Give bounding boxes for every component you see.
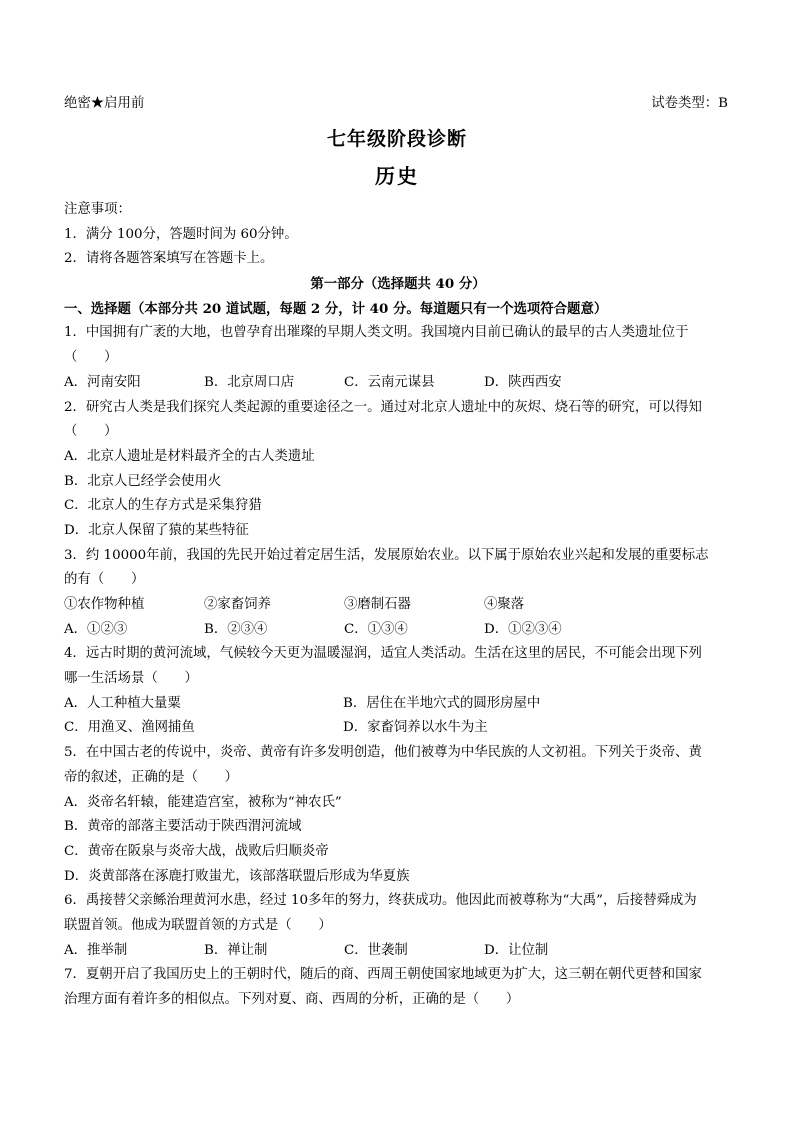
question-items xyxy=(64,593,732,618)
exam-title: 七年级阶段诊断 xyxy=(326,128,467,150)
option-b: B．居住在半地穴式的圆形房屋中 xyxy=(343,695,541,711)
question-options xyxy=(64,618,732,643)
paper-type-label: 试卷类型：B xyxy=(651,96,728,111)
section-title: 一、选择题（本部分共 20 道试题，每题 2 分，计 40 分。每道题只有一个选项符合题意） xyxy=(64,300,608,317)
question-stem-continued: 的有（ ） xyxy=(64,572,145,588)
question-stem-continued: 哪一生活场景（ ） xyxy=(64,671,198,687)
option-a: A．炎帝名轩辕，能建造宫室，被称为“神农氏” xyxy=(64,794,342,810)
option-c: C．黄帝在阪泉与炎帝大战，战败后归顺炎帝 xyxy=(64,843,329,859)
note-item: 2．请将各题答案填写在答题卡上。 xyxy=(64,251,274,267)
option-a: A．河南安阳 xyxy=(64,374,141,390)
question-stem: 3．约 10000年前，我国的先民开始过着定居生活，发展原始农业。以下属于原始农业兴起和发展的重要标志 xyxy=(64,547,709,563)
option-d: D．陕西西安 xyxy=(484,374,562,390)
option-b: B．北京人已经学会使用火 xyxy=(64,473,222,489)
question-options xyxy=(64,692,732,717)
question-options xyxy=(64,939,732,964)
option-d: D．北京人保留了猿的某些特征 xyxy=(64,522,249,538)
note-item: 1．满分 100分，答题时间为 60分钟。 xyxy=(64,226,298,242)
question-stem: 7．夏朝开启了我国历史上的王朝时代，随后的商、西周王朝使国家地域更为扩大，这三朝在朝代更替和国家 xyxy=(64,967,702,983)
question-stem-continued: 联盟首领。他成为联盟首领的方式是（ ） xyxy=(64,917,332,933)
answer-paren: （ ） xyxy=(64,424,118,440)
option-d: D．炎黄部落在涿鹿打败蚩尤，该部落联盟后形成为华夏族 xyxy=(64,868,410,884)
option-c: C．世袭制 xyxy=(344,942,408,958)
option-c: C．云南元谋县 xyxy=(344,374,435,390)
option-a: A．推举制 xyxy=(64,942,128,958)
subject-title: 历史 xyxy=(375,164,419,188)
question-stem-continued: 治理方面有着许多的相似点。下列对夏、商、西周的分析，正确的是（ ） xyxy=(64,992,520,1007)
question-stem: 1．中国拥有广袤的大地，也曾孕育出璀璨的早期人类文明。我国境内目前已确认的最早的古人类遗址位于 xyxy=(64,325,689,341)
option-a: A．北京人遗址是材料最齐全的古人类遗址 xyxy=(64,448,315,464)
question-stem: 6．禹接替父亲鲧治理黄河水患，经过 10多年的努力，终获成功。他因此而被尊称为“大禹”，后接替舜成为 xyxy=(64,893,697,909)
item-2: ②家畜饲养 xyxy=(204,597,271,612)
page-header xyxy=(64,92,728,110)
option-b: B．北京周口店 xyxy=(204,374,295,390)
option-d: D．①②③④ xyxy=(484,621,562,637)
question-stem: 4．远古时期的黄河流域，气候较今天更为温暖湿润，适宜人类活动。生活在这里的居民，不可能会出现下列 xyxy=(64,646,702,662)
option-c: C．用渔叉、渔网捕鱼 xyxy=(64,720,195,736)
question-options xyxy=(64,371,732,396)
option-b: B．禅让制 xyxy=(204,942,268,958)
question-stem-continued: 帝的叙述，正确的是（ ） xyxy=(64,769,239,785)
confidential-label: 绝密★启用前 xyxy=(64,96,145,111)
option-d: D．让位制 xyxy=(484,942,549,958)
option-c: C．①③④ xyxy=(344,621,408,637)
question-stem: 2．研究古人类是我们探究人类起源的重要途径之一。通过对北京人遗址中的灰烬、烧石等的研究，可以得知 xyxy=(64,399,702,415)
option-c: C．北京人的生存方式是采集狩猎 xyxy=(64,498,262,514)
answer-paren: （ ） xyxy=(64,350,118,366)
option-a: A．①②③ xyxy=(64,621,128,637)
question-options xyxy=(64,716,732,741)
question-stem: 5．在中国古老的传说中，炎帝、黄帝有许多发明创造，他们被尊为中华民族的人文初祖。下列关于炎帝、黄 xyxy=(64,745,702,761)
part-title: 第一部分（选择题共 40 分） xyxy=(310,276,486,293)
item-3: ③磨制石器 xyxy=(344,597,411,612)
option-d: D．家畜饲养以水牛为主 xyxy=(343,720,488,736)
item-1: ①农作物种植 xyxy=(64,597,145,612)
notes-heading: 注意事项： xyxy=(64,202,131,217)
option-b: B．黄帝的部落主要活动于陕西渭河流域 xyxy=(64,819,302,835)
item-4: ④聚落 xyxy=(484,597,525,612)
option-a: A．人工种植大量粟 xyxy=(64,695,181,711)
option-b: B．②③④ xyxy=(204,621,268,637)
exam-content xyxy=(64,198,732,1013)
